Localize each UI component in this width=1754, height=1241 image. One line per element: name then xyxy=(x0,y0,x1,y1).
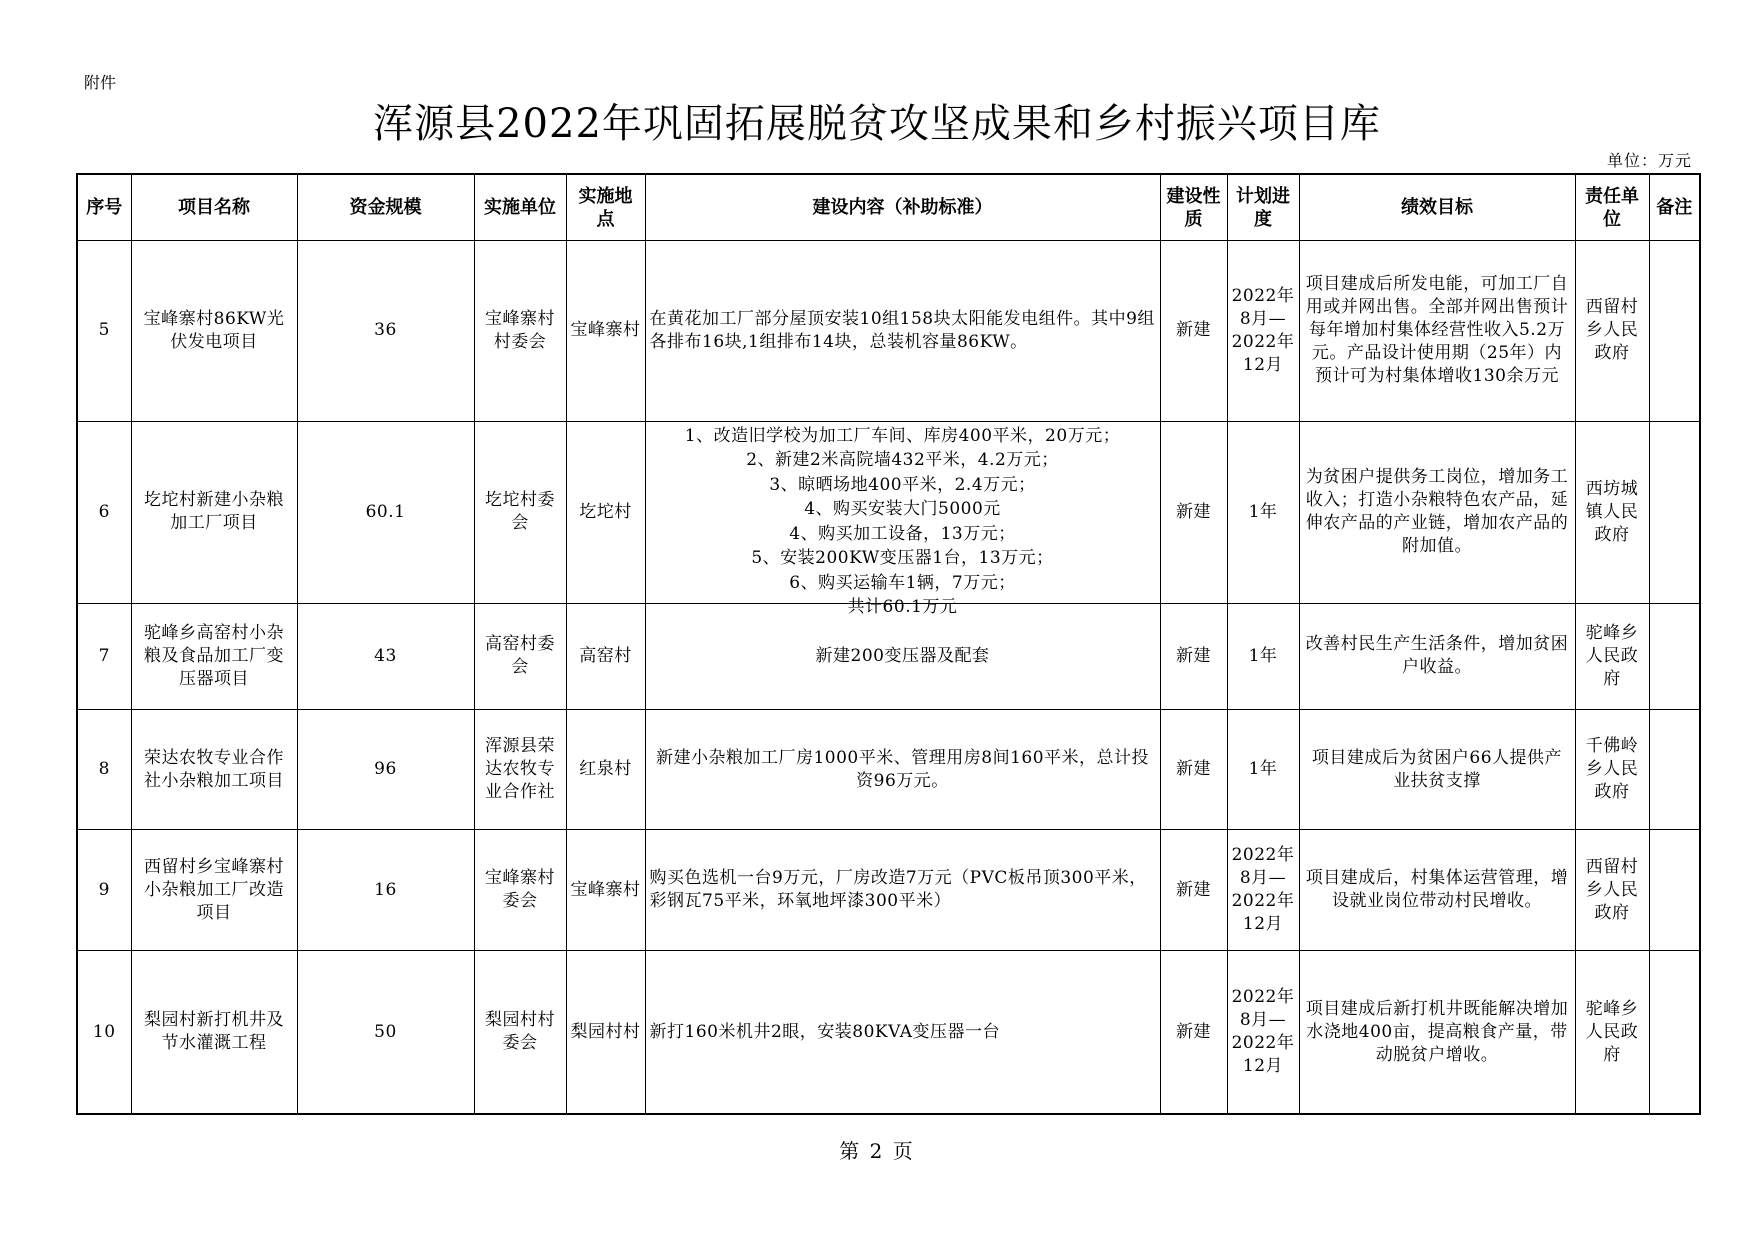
content-line: 5、安装200KW变压器1台，13万元； xyxy=(751,548,1054,569)
cell-schedule: 1年 xyxy=(1227,604,1299,710)
cell-nature: 新建 xyxy=(1160,421,1227,604)
header-seq: 序号 xyxy=(77,174,131,241)
content-line: 3、晾晒场地400平米，2.4万元； xyxy=(769,474,1036,495)
cell-note xyxy=(1649,951,1700,1114)
cell-place: 圪坨村 xyxy=(566,421,645,604)
cell-goal: 改善村民生产生活条件，增加贫困户收益。 xyxy=(1299,604,1575,710)
cell-seq: 5 xyxy=(77,241,131,422)
cell-nature: 新建 xyxy=(1160,830,1227,951)
cell-content: 在黄花加工厂部分屋顶安装10组158块太阳能发电组件。其中9组各排布16块,1组排布14块，总装机容量86KW。 xyxy=(645,241,1160,422)
cell-place: 红泉村 xyxy=(566,709,645,830)
cell-seq: 9 xyxy=(77,830,131,951)
cell-fund: 16 xyxy=(297,830,474,951)
header-place: 实施地点 xyxy=(566,174,645,241)
cell-fund: 96 xyxy=(297,709,474,830)
cell-goal: 项目建成后所发电能，可加工厂自用或并网出售。全部并网出售预计每年增加村集体经营性收入5.2万元。产品设计使用期（25年）内预计可为村集体增收130余万元 xyxy=(1299,241,1575,422)
cell-note xyxy=(1649,241,1700,422)
cell-resp: 驼峰乡人民政府 xyxy=(1575,951,1649,1114)
cell-seq: 10 xyxy=(77,951,131,1114)
cell-resp: 千佛岭乡人民政府 xyxy=(1575,709,1649,830)
cell-note xyxy=(1649,421,1700,604)
content-line: 6、购买运输车1辆，7万元； xyxy=(789,572,1016,593)
header-schedule: 计划进度 xyxy=(1227,174,1299,241)
cell-note xyxy=(1649,604,1700,710)
cell-goal: 为贫困户提供务工岗位，增加务工收入；打造小杂粮特色农产品，延伸农产品的产业链，增加农产品的附加值。 xyxy=(1299,421,1575,604)
project-table xyxy=(76,173,1701,1115)
cell-unit: 梨园村村委会 xyxy=(474,951,566,1114)
table-row xyxy=(77,830,1700,951)
cell-unit: 宝峰寨村委会 xyxy=(474,830,566,951)
cell-fund: 60.1 xyxy=(297,421,474,604)
cell-resp: 西留村乡人民政府 xyxy=(1575,241,1649,422)
page-number: 第 2 页 xyxy=(839,1139,915,1163)
header-fund: 资金规模 xyxy=(297,174,474,241)
cell-resp: 西坊城镇人民政府 xyxy=(1575,421,1649,604)
table-row xyxy=(77,951,1700,1114)
content-line: 1、改造旧学校为加工厂车间、库房400平米，20万元； xyxy=(684,425,1121,446)
page-title: 浑源县2022年巩固拓展脱贫攻坚成果和乡村振兴项目库 xyxy=(373,101,1381,147)
cell-seq: 6 xyxy=(77,421,131,604)
cell-nature: 新建 xyxy=(1160,241,1227,422)
cell-content: 购买色选机一台9万元，厂房改造7万元（PVC板吊顶300平米，彩钢瓦75平米，环氧地坪漆300平米） xyxy=(645,830,1160,951)
cell-schedule: 2022年8月—2022年12月 xyxy=(1227,241,1299,422)
cell-name: 梨园村新打机井及节水灌溉工程 xyxy=(131,951,297,1114)
cell-nature: 新建 xyxy=(1160,604,1227,710)
cell-nature: 新建 xyxy=(1160,951,1227,1114)
cell-fund: 36 xyxy=(297,241,474,422)
cell-content: 新建小杂粮加工厂房1000平米、管理用房8间160平米，总计投资96万元。 xyxy=(645,709,1160,830)
cell-name: 西留村乡宝峰寨村小杂粮加工厂改造项目 xyxy=(131,830,297,951)
table-row xyxy=(77,241,1700,422)
cell-seq: 7 xyxy=(77,604,131,710)
header-name: 项目名称 xyxy=(131,174,297,241)
cell-goal: 项目建成后新打机井既能解决增加水浇地400亩，提高粮食产量，带动脱贫户增收。 xyxy=(1299,951,1575,1114)
content-line: 4、购买加工设备，13万元； xyxy=(789,523,1016,544)
cell-goal: 项目建成后为贫困户66人提供产业扶贫支撑 xyxy=(1299,709,1575,830)
content-line: 2、新建2米高院墙432平米，4.2万元； xyxy=(746,450,1059,471)
cell-note xyxy=(1649,709,1700,830)
cell-unit: 浑源县荣达农牧专业合作社 xyxy=(474,709,566,830)
header-unit: 实施单位 xyxy=(474,174,566,241)
cell-schedule: 2022年8月—2022年12月 xyxy=(1227,830,1299,951)
cell-unit: 高窑村委会 xyxy=(474,604,566,710)
cell-content: 新建200变压器及配套 xyxy=(645,604,1160,710)
cell-resp: 驼峰乡人民政府 xyxy=(1575,604,1649,710)
table-header-row xyxy=(77,174,1700,241)
content-line: 共计60.1万元 xyxy=(847,597,958,618)
cell-place: 宝峰寨村 xyxy=(566,830,645,951)
unit-label: 单位：万元 xyxy=(1606,151,1692,170)
cell-unit: 宝峰寨村村委会 xyxy=(474,241,566,422)
cell-goal: 项目建成后，村集体运营管理，增设就业岗位带动村民增收。 xyxy=(1299,830,1575,951)
cell-place: 高窑村 xyxy=(566,604,645,710)
header-goal: 绩效目标 xyxy=(1299,174,1575,241)
cell-name: 圪坨村新建小杂粮加工厂项目 xyxy=(131,421,297,604)
content-line: 4、购买安装大门5000元 xyxy=(804,499,1001,520)
cell-place: 宝峰寨村 xyxy=(566,241,645,422)
cell-unit: 圪坨村委会 xyxy=(474,421,566,604)
table-row xyxy=(77,709,1700,830)
cell-schedule: 1年 xyxy=(1227,421,1299,604)
attachment-label: 附件 xyxy=(84,73,117,92)
cell-schedule: 2022年8月—2022年12月 xyxy=(1227,951,1299,1114)
cell-name: 驼峰乡高窑村小杂粮及食品加工厂变压器项目 xyxy=(131,604,297,710)
cell-nature: 新建 xyxy=(1160,709,1227,830)
table-row xyxy=(77,421,1700,604)
header-content: 建设内容（补助标准） xyxy=(645,174,1160,241)
cell-note xyxy=(1649,830,1700,951)
cell-fund: 50 xyxy=(297,951,474,1114)
cell-seq: 8 xyxy=(77,709,131,830)
cell-name: 宝峰寨村86KW光伏发电项目 xyxy=(131,241,297,422)
cell-content xyxy=(645,421,1160,618)
header-nature: 建设性质 xyxy=(1160,174,1227,241)
cell-content: 新打160米机井2眼，安装80KVA变压器一台 xyxy=(645,951,1160,1114)
header-note: 备注 xyxy=(1649,174,1700,241)
header-resp: 责任单位 xyxy=(1575,174,1649,241)
cell-name: 荣达农牧专业合作社小杂粮加工项目 xyxy=(131,709,297,830)
cell-place: 梨园村村 xyxy=(566,951,645,1114)
cell-fund: 43 xyxy=(297,604,474,710)
cell-resp: 西留村乡人民政府 xyxy=(1575,830,1649,951)
cell-schedule: 1年 xyxy=(1227,709,1299,830)
